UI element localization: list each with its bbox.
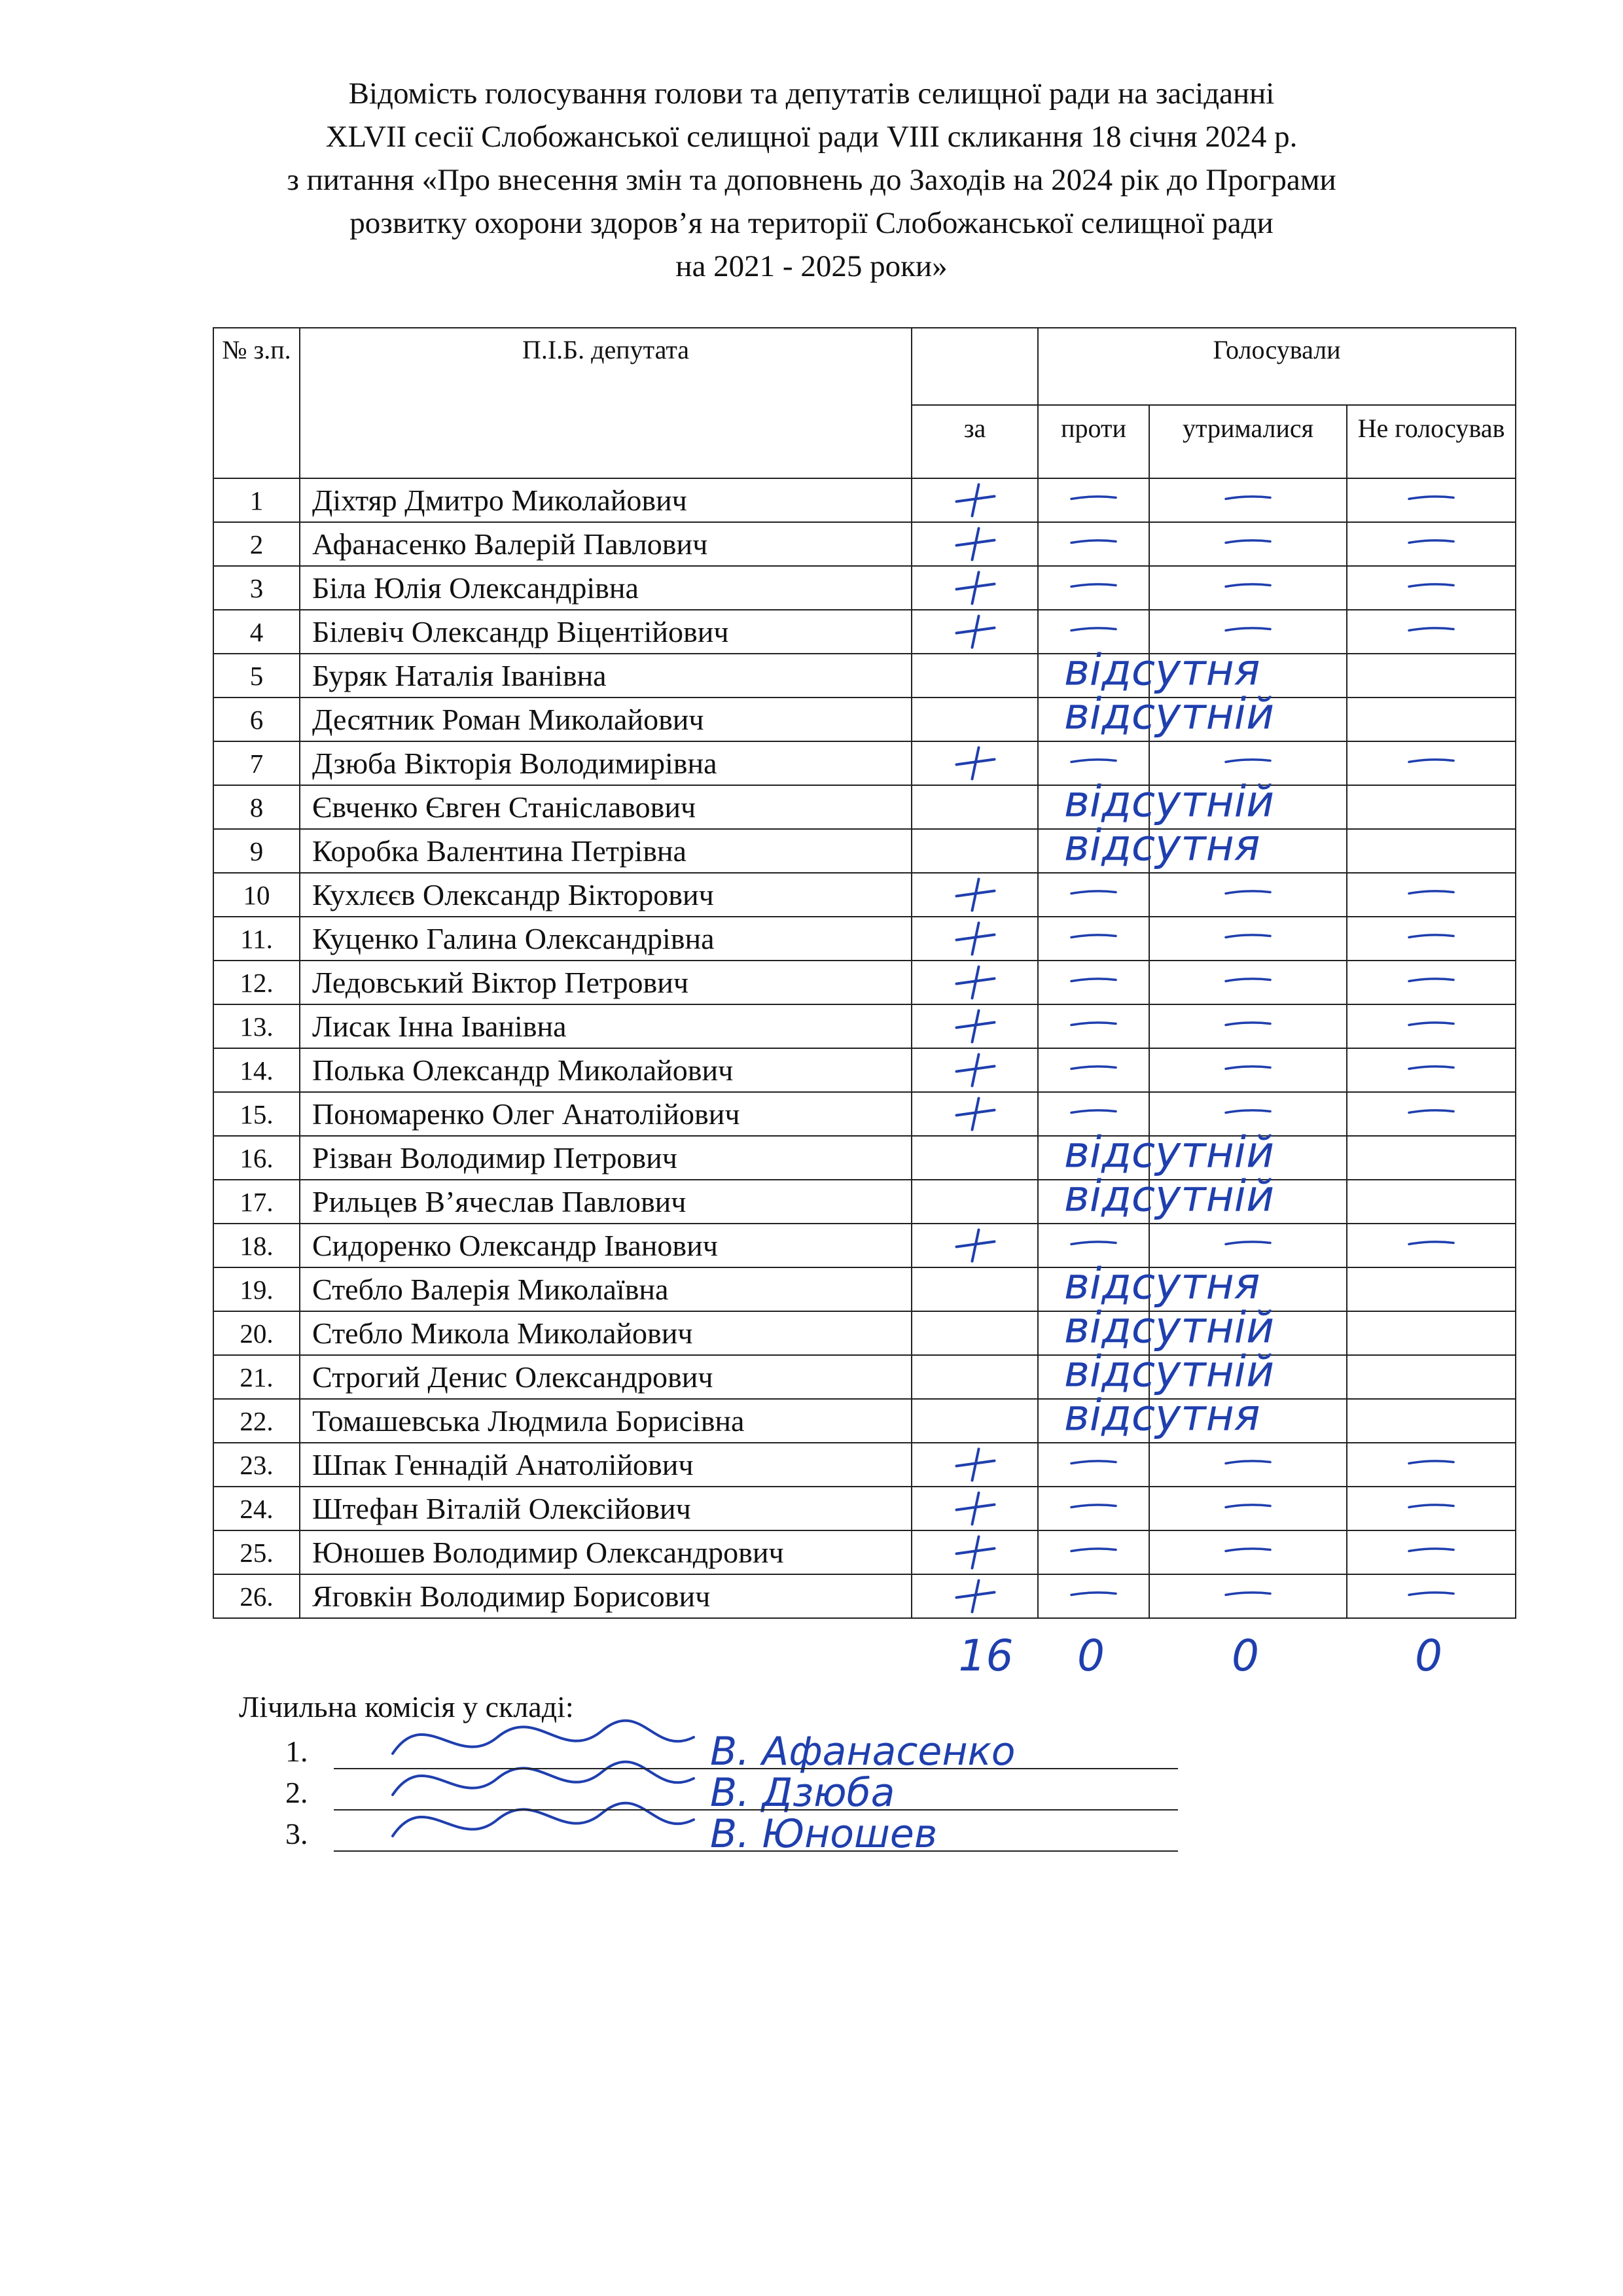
- table-row: [213, 698, 1516, 741]
- row-number: 15.: [213, 1092, 300, 1136]
- vote-abstained-cell: [1149, 785, 1347, 829]
- vote-abstained-cell: [1149, 1311, 1347, 1355]
- vote-not-voted-cell: [1347, 1355, 1516, 1399]
- deputy-name: Різван Володимир Петрович: [300, 1136, 912, 1180]
- table-row: [213, 522, 1516, 566]
- deputy-name: Штефан Віталій Олексійович: [300, 1487, 912, 1530]
- deputy-name: Ледовський Віктор Петрович: [300, 961, 912, 1004]
- vote-abstained-cell: [1149, 1530, 1347, 1574]
- deputy-name: Євченко Євген Станіславович: [300, 785, 912, 829]
- row-number: 17.: [213, 1180, 300, 1224]
- row-number: 26.: [213, 1574, 300, 1618]
- row-number: 8: [213, 785, 300, 829]
- vote-not-voted-cell: [1347, 566, 1516, 610]
- vote-abstained-cell: [1149, 1092, 1347, 1136]
- table-row: [213, 741, 1516, 785]
- table-row: [213, 829, 1516, 873]
- deputy-name: Полька Олександр Миколайович: [300, 1048, 912, 1092]
- row-number: 19.: [213, 1267, 300, 1311]
- vote-abstained-cell: [1149, 741, 1347, 785]
- vote-abstained-cell: [1149, 1267, 1347, 1311]
- vote-abstained-cell: [1149, 1136, 1347, 1180]
- vote-against-cell: [1038, 1267, 1149, 1311]
- absent-note: відсутній: [1064, 776, 1275, 827]
- title-line-4: розвитку охорони здоров’я на території Слобожанської селищної ради: [349, 206, 1274, 240]
- vote-against-cell: [1038, 1530, 1149, 1574]
- vote-not-voted-cell: [1347, 785, 1516, 829]
- row-number: 1: [213, 478, 300, 522]
- table-row: [213, 1443, 1516, 1487]
- vote-for-cell: [912, 1224, 1038, 1267]
- header-against: проти: [1038, 405, 1149, 478]
- vote-not-voted-cell: [1347, 1048, 1516, 1092]
- signature-line-3: [334, 1823, 1178, 1852]
- vote-against-cell: [1038, 566, 1149, 610]
- table-row: [213, 1180, 1516, 1224]
- vote-for-cell: [912, 1048, 1038, 1092]
- vote-not-voted-cell: [1347, 1004, 1516, 1048]
- vote-abstained-cell: [1149, 1443, 1347, 1487]
- vote-abstained-cell: [1149, 1004, 1347, 1048]
- row-number: 22.: [213, 1399, 300, 1443]
- deputy-name: Лисак Інна Іванівна: [300, 1004, 912, 1048]
- table-row: [213, 1355, 1516, 1399]
- commission-item-2: 2.: [285, 1776, 308, 1809]
- vote-against-cell: [1038, 1574, 1149, 1618]
- deputy-name: Юношев Володимир Олександрович: [300, 1530, 912, 1574]
- vote-abstained-cell: [1149, 917, 1347, 961]
- row-number: 10: [213, 873, 300, 917]
- row-number: 20.: [213, 1311, 300, 1355]
- absent-note: відсутня: [1064, 820, 1260, 871]
- vote-for-cell: [912, 741, 1038, 785]
- vote-for-cell: [912, 785, 1038, 829]
- deputy-name: Десятник Роман Миколайович: [300, 698, 912, 741]
- table-row: [213, 1224, 1516, 1267]
- vote-not-voted-cell: [1347, 1574, 1516, 1618]
- vote-abstained-cell: [1149, 478, 1347, 522]
- vote-abstained-cell: [1149, 698, 1347, 741]
- signer-name: В. Афанасенко: [710, 1729, 1016, 1775]
- total-not-voted: 0: [1415, 1631, 1442, 1681]
- signature-line-1: [334, 1740, 1178, 1769]
- vote-not-voted-cell: [1347, 478, 1516, 522]
- vote-against-cell: [1038, 741, 1149, 785]
- vote-for-cell: [912, 1530, 1038, 1574]
- row-number: 24.: [213, 1487, 300, 1530]
- vote-for-cell: [912, 873, 1038, 917]
- row-number: 25.: [213, 1530, 300, 1574]
- vote-for-cell: [912, 610, 1038, 654]
- deputy-name: Білевіч Олександр Віцентійович: [300, 610, 912, 654]
- vote-not-voted-cell: [1347, 1136, 1516, 1180]
- vote-against-cell: [1038, 961, 1149, 1004]
- vote-abstained-cell: [1149, 566, 1347, 610]
- header-for: за: [912, 405, 1038, 478]
- deputy-name: Шпак Геннадій Анатолійович: [300, 1443, 912, 1487]
- table-row: [213, 1487, 1516, 1530]
- vote-against-cell: [1038, 1004, 1149, 1048]
- table-row: [213, 1048, 1516, 1092]
- voting-table: [213, 327, 1516, 1619]
- header-abstained: утрималися: [1149, 405, 1347, 478]
- table-row: [213, 478, 1516, 522]
- absent-note: відсутній: [1064, 1302, 1275, 1353]
- vote-not-voted-cell: [1347, 1530, 1516, 1574]
- table-row: [213, 1530, 1516, 1574]
- row-number: 5: [213, 654, 300, 698]
- vote-for-cell: [912, 1443, 1038, 1487]
- commission-label: Лічильна комісія у складі:: [239, 1690, 574, 1723]
- signature-line-2: [334, 1782, 1178, 1810]
- title-line-1: Відомість голосування голови та депутатів селищної ради на засіданні: [348, 77, 1275, 111]
- vote-not-voted-cell: [1347, 873, 1516, 917]
- vote-for-cell: [912, 1267, 1038, 1311]
- row-number: 2: [213, 522, 300, 566]
- vote-for-cell: [912, 1004, 1038, 1048]
- vote-against-cell: [1038, 1399, 1149, 1443]
- vote-for-cell: [912, 478, 1038, 522]
- vote-not-voted-cell: [1347, 1311, 1516, 1355]
- signer-name: В. Юношев: [710, 1811, 938, 1857]
- deputy-name: Рильцев В’ячеслав Павлович: [300, 1180, 912, 1224]
- table-row: [213, 785, 1516, 829]
- deputy-name: Строгий Денис Олександрович: [300, 1355, 912, 1399]
- vote-against-cell: [1038, 1487, 1149, 1530]
- vote-abstained-cell: [1149, 1224, 1347, 1267]
- vote-not-voted-cell: [1347, 1092, 1516, 1136]
- title-line-2: XLVII сесії Слобожанської селищної ради VIII скликання 18 січня 2024 р.: [325, 120, 1298, 154]
- vote-for-cell: [912, 654, 1038, 698]
- deputy-name: Стебло Микола Миколайович: [300, 1311, 912, 1355]
- vote-against-cell: [1038, 1443, 1149, 1487]
- vote-not-voted-cell: [1347, 829, 1516, 873]
- vote-for-cell: [912, 1355, 1038, 1399]
- vote-against-cell: [1038, 1224, 1149, 1267]
- vote-against-cell: [1038, 1092, 1149, 1136]
- vote-for-cell: [912, 566, 1038, 610]
- vote-not-voted-cell: [1347, 1399, 1516, 1443]
- vote-for-cell: [912, 1399, 1038, 1443]
- deputy-name: Коробка Валентина Петрівна: [300, 829, 912, 873]
- deputy-name: Яговкін Володимир Борисович: [300, 1574, 912, 1618]
- table-row: [213, 1399, 1516, 1443]
- vote-abstained-cell: [1149, 961, 1347, 1004]
- vote-abstained-cell: [1149, 829, 1347, 873]
- absent-note: відсутня: [1064, 1390, 1260, 1441]
- vote-against-cell: [1038, 1136, 1149, 1180]
- vote-abstained-cell: [1149, 1048, 1347, 1092]
- vote-for-cell: [912, 522, 1038, 566]
- table-row: [213, 566, 1516, 610]
- row-number: 14.: [213, 1048, 300, 1092]
- vote-abstained-cell: [1149, 873, 1347, 917]
- vote-abstained-cell: [1149, 1487, 1347, 1530]
- commission-item-1: 1.: [285, 1735, 308, 1768]
- table-row: [213, 1136, 1516, 1180]
- vote-for-cell: [912, 917, 1038, 961]
- vote-not-voted-cell: [1347, 1180, 1516, 1224]
- table-row: [213, 873, 1516, 917]
- vote-abstained-cell: [1149, 1399, 1347, 1443]
- table-row: [213, 961, 1516, 1004]
- deputy-name: Афанасенко Валерій Павлович: [300, 522, 912, 566]
- table-row: [213, 917, 1516, 961]
- vote-against-cell: [1038, 478, 1149, 522]
- vote-abstained-cell: [1149, 1574, 1347, 1618]
- deputy-name: Куценко Галина Олександрівна: [300, 917, 912, 961]
- absent-note: відсутня: [1064, 645, 1260, 696]
- vote-not-voted-cell: [1347, 654, 1516, 698]
- vote-not-voted-cell: [1347, 698, 1516, 741]
- row-number: 13.: [213, 1004, 300, 1048]
- vote-abstained-cell: [1149, 1180, 1347, 1224]
- header-voted: Голосували: [1038, 328, 1516, 405]
- vote-for-cell: [912, 698, 1038, 741]
- deputy-name: Діхтяр Дмитро Миколайович: [300, 478, 912, 522]
- vote-abstained-cell: [1149, 1355, 1347, 1399]
- vote-not-voted-cell: [1347, 1443, 1516, 1487]
- table-row: [213, 610, 1516, 654]
- vote-against-cell: [1038, 1311, 1149, 1355]
- vote-against-cell: [1038, 698, 1149, 741]
- vote-abstained-cell: [1149, 522, 1347, 566]
- vote-against-cell: [1038, 654, 1149, 698]
- title-line-3: з питання «Про внесення змін та доповнень до Заходів на 2024 рік до Програми: [287, 163, 1336, 197]
- document-title: [196, 72, 1427, 288]
- absent-note: відсутній: [1064, 1346, 1275, 1397]
- commission-item-3: 3.: [285, 1817, 308, 1850]
- table-row: [213, 1267, 1516, 1311]
- absent-note: відсутня: [1064, 1258, 1260, 1309]
- vote-against-cell: [1038, 522, 1149, 566]
- row-number: 9: [213, 829, 300, 873]
- absent-note: відсутній: [1064, 688, 1275, 739]
- vote-not-voted-cell: [1347, 961, 1516, 1004]
- vote-not-voted-cell: [1347, 741, 1516, 785]
- absent-note: відсутній: [1064, 1127, 1275, 1178]
- vote-not-voted-cell: [1347, 1224, 1516, 1267]
- vote-against-cell: [1038, 1180, 1149, 1224]
- deputy-name: Пономаренко Олег Анатолійович: [300, 1092, 912, 1136]
- table-row: [213, 654, 1516, 698]
- row-number: 23.: [213, 1443, 300, 1487]
- deputy-name: Томашевська Людмила Борисівна: [300, 1399, 912, 1443]
- vote-against-cell: [1038, 1048, 1149, 1092]
- row-number: 16.: [213, 1136, 300, 1180]
- total-for: 16: [958, 1631, 1014, 1681]
- deputy-name: Буряк Наталія Іванівна: [300, 654, 912, 698]
- header-num: № з.п.: [213, 328, 300, 478]
- total-against: 0: [1077, 1631, 1105, 1681]
- row-number: 3: [213, 566, 300, 610]
- vote-against-cell: [1038, 873, 1149, 917]
- title-line-5: на 2021 - 2025 роки»: [675, 249, 948, 283]
- total-abstained: 0: [1232, 1631, 1259, 1681]
- vote-abstained-cell: [1149, 610, 1347, 654]
- vote-not-voted-cell: [1347, 917, 1516, 961]
- deputy-name: Кухлєєв Олександр Вікторович: [300, 873, 912, 917]
- vote-for-cell: [912, 961, 1038, 1004]
- deputy-name: Біла Юлія Олександрівна: [300, 566, 912, 610]
- deputy-name: Дзюба Вікторія Володимирівна: [300, 741, 912, 785]
- vote-against-cell: [1038, 1355, 1149, 1399]
- deputy-name: Стебло Валерія Миколаївна: [300, 1267, 912, 1311]
- table-row: [213, 1004, 1516, 1048]
- table-row: [213, 1311, 1516, 1355]
- vote-for-cell: [912, 1092, 1038, 1136]
- vote-for-cell: [912, 1574, 1038, 1618]
- vote-not-voted-cell: [1347, 1487, 1516, 1530]
- vote-for-cell: [912, 1180, 1038, 1224]
- row-number: 4: [213, 610, 300, 654]
- vote-for-cell: [912, 1136, 1038, 1180]
- row-number: 21.: [213, 1355, 300, 1399]
- header-empty: [912, 328, 1038, 405]
- row-number: 7: [213, 741, 300, 785]
- vote-against-cell: [1038, 829, 1149, 873]
- header-not-voted: Не голосував: [1347, 405, 1516, 478]
- deputy-name: Сидоренко Олександр Іванович: [300, 1224, 912, 1267]
- row-number: 11.: [213, 917, 300, 961]
- row-number: 6: [213, 698, 300, 741]
- vote-for-cell: [912, 1487, 1038, 1530]
- row-number: 18.: [213, 1224, 300, 1267]
- vote-against-cell: [1038, 610, 1149, 654]
- table-row: [213, 1574, 1516, 1618]
- vote-not-voted-cell: [1347, 1267, 1516, 1311]
- vote-not-voted-cell: [1347, 522, 1516, 566]
- header-name: П.І.Б. депутата: [300, 328, 912, 478]
- row-number: 12.: [213, 961, 300, 1004]
- vote-for-cell: [912, 829, 1038, 873]
- vote-for-cell: [912, 1311, 1038, 1355]
- table-row: [213, 1092, 1516, 1136]
- signer-name: В. Дзюба: [710, 1770, 895, 1816]
- vote-not-voted-cell: [1347, 610, 1516, 654]
- absent-note: відсутній: [1064, 1171, 1275, 1222]
- vote-against-cell: [1038, 785, 1149, 829]
- vote-against-cell: [1038, 917, 1149, 961]
- vote-abstained-cell: [1149, 654, 1347, 698]
